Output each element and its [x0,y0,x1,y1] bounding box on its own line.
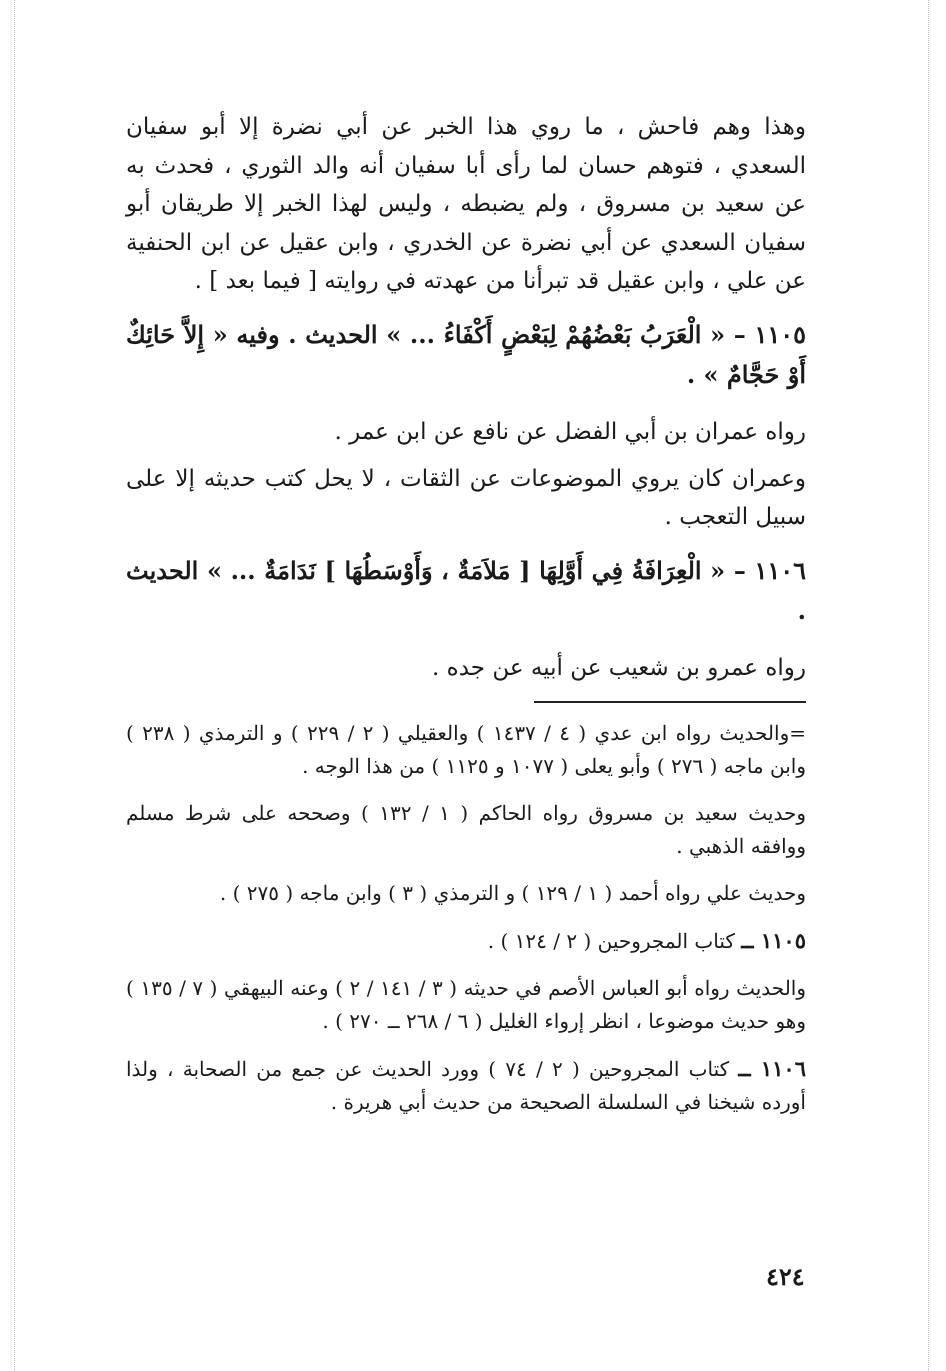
footnote-1105-number: ١١٠٥ ــ [741,928,806,954]
footnote-1105-continued: والحديث رواه أبو العباس الأصم في حديثه ( ٣ / ١٤١ / ٢ ) وعنه البيهقي ( ٧ / ١٣٥ ) وهو حديث موضوعا ، انظر إرواء الغليل ( ٦ / ٢٦٨ ــ ٢٧٠ ) . [126,976,807,1034]
hadith-1106-number: ١١٠٦ – [733,555,807,585]
page-edge-left [14,0,15,1371]
footnote-1106 [126,1052,806,1119]
comment-1106: رواه عمرو بن شعيب عن أبيه عن جده . [432,654,806,681]
text-column [126,108,806,1133]
footnote-continued-2: وحديث سعيد بن مسروق رواه الحاكم ( ١ / ١٣٢ ) وصححه على شرط مسلم ووافقه الذهبي . [126,801,806,859]
intro-paragraph: وهذا وهم فاحش ، ما روي هذا الخبر عن أبي نضرة إلا أبو سفيان السعدي ، فتوهم حسان لما رأى أبا سفيان أنه والد الثوري ، فحدث به عن سعيد بن مسروق ، ولم يضبطه ، وليس لهذا الخبر إلا طريقان أبو سفيان السعدي عن أبي نضرة عن الخدري ، وابن عقيل عن ابن الحنفية عن علي ، وابن عقيل قد تبرأنا من عهدته في روايته [ فيما بعد ] . [126,114,806,295]
footnote-divider [534,701,806,703]
footnote-1106-number: ١١٠٦ ــ [738,1056,806,1082]
hadith-1106-text: « الْعِرَافَةُ فِي أَوَّلِهَا [ مَلاَمَةٌ ، وَأَوْسَطُهَا ] نَدَامَةٌ ... » الحديث . [126,555,806,625]
hadith-1105-text: « الْعَرَبُ بَعْضُهُمْ لِبَعْضٍ أَكْفَاءُ ... » الحديث . وفيه « إِلاَّ حَائِكٌ أَوْ حَجَّامٌ » . [126,319,806,389]
page-number: ٤٢٤ [766,1262,805,1291]
footnote-continued-3: وحديث علي رواه أحمد ( ١ / ١٢٩ ) و الترمذي ( ٣ ) وابن ماجه ( ٢٧٥ ) . [219,881,806,906]
page-edge-right [928,0,929,1371]
hadith-1106 [126,551,806,631]
footnote-continued-1: =والحديث رواه ابن عدي ( ٤ / ١٤٣٧ ) والعقيلي ( ٢ / ٢٢٩ ) و الترمذي ( ٢٣٨ ) وابن ماجه ( ٢٧٦ ) وأبو يعلى ( ١٠٧٧ و ١١٢٥ ) من هذا الوجه . [126,721,806,779]
footnote-1106-text: كتاب المجروحين ( ٢ / ٧٤ ) وورد الحديث عن جمع من الصحابة ، ولذا أورده شيخنا في السلسلة الصحيحة من حديث أبي هريرة . [126,1057,806,1115]
comment-1105-line2: وعمران كان يروي الموضوعات عن الثقات ، لا يحل كتب حديثه إلا على سبيل التعجب . [126,465,806,531]
comment-1105-line1: رواه عمران بن أبي الفضل عن نافع عن ابن عمر . [334,418,806,445]
footnote-1105 [126,924,806,958]
footnote-1105-text: كتاب المجروحين ( ٢ / ١٢٤ ) . [487,929,735,954]
hadith-1105-number: ١١٠٥ – [733,319,807,349]
hadith-1105 [126,315,806,395]
